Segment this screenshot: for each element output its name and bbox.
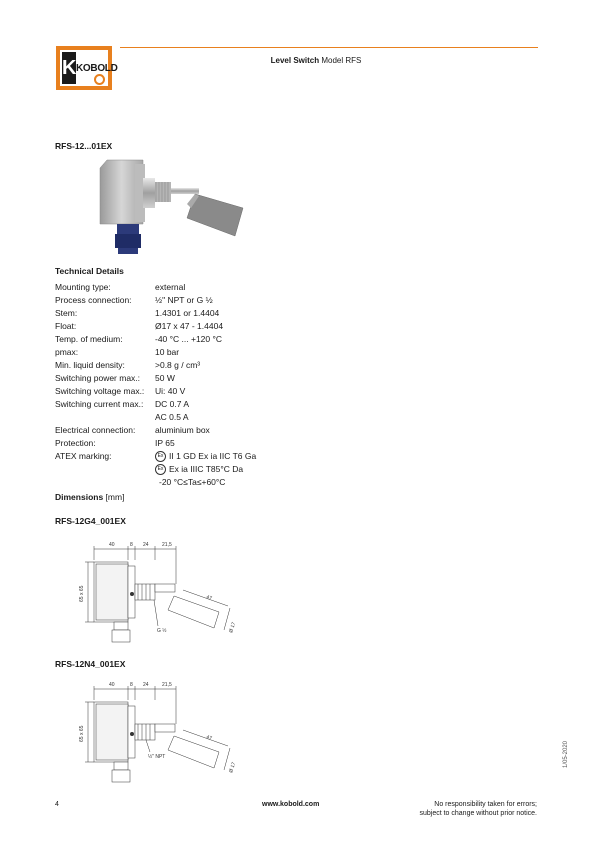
dim-21-5: 21,5 xyxy=(162,682,172,688)
dim-8: 8 xyxy=(130,542,133,548)
spec-row: Ex Ex ia IIIC T85°C Da xyxy=(55,463,256,476)
dim-40: 40 xyxy=(109,682,115,688)
spec-row: Float: Ø17 x 47 - 1.4404 xyxy=(55,321,224,331)
kobold-logo xyxy=(56,46,118,90)
spec-row: Switching current max.: DC 0.7 A xyxy=(55,399,190,409)
drawing2-title: RFS-12N4_001EX xyxy=(55,659,126,669)
document-version: 1/05-2020 xyxy=(563,740,569,768)
logo-ring-icon xyxy=(94,74,105,85)
logo-text: KOBOLD xyxy=(76,63,118,74)
ex-icon: Ex xyxy=(155,451,166,462)
title-rest: Model RFS xyxy=(319,56,362,65)
page-number: 4 xyxy=(55,801,59,808)
spec-row: Switching voltage max.: Ui: 40 V xyxy=(55,386,186,396)
spec-row: Temp. of medium: -40 °C ... +120 °C xyxy=(55,334,223,344)
spec-row: Electrical connection: aluminium box xyxy=(55,425,210,435)
product-image xyxy=(95,156,245,262)
spec-table xyxy=(55,281,256,489)
spec-row: pmax: 10 bar xyxy=(55,347,180,357)
dim-47: 47 xyxy=(205,734,213,742)
dim-17: Ø 17 xyxy=(228,621,238,634)
dim-17: Ø 17 xyxy=(228,761,238,774)
dim-21-5: 21,5 xyxy=(162,542,172,548)
model-heading: RFS-12...01EX xyxy=(55,141,113,151)
dimensions-heading: Dimensions [mm] xyxy=(55,492,125,502)
dimension-drawing-2 xyxy=(74,678,254,790)
spec-row: Switching power max.: 50 W xyxy=(55,373,175,383)
tech-heading: Technical Details xyxy=(55,266,124,276)
spec-row: AC 0.5 A xyxy=(155,412,189,422)
ex-icon: Ex xyxy=(155,464,166,475)
dim-47: 47 xyxy=(205,594,213,602)
spec-row: Min. liquid density: >0.8 g / cm³ xyxy=(55,360,201,370)
footer-url[interactable]: www.kobold.com xyxy=(262,801,320,808)
spec-row: Stem: 1.4301 or 1.4404 xyxy=(55,308,220,318)
thread-label: G ½ xyxy=(157,628,167,634)
spec-row: Process connection: ½" NPT or G ½ xyxy=(55,295,213,305)
dim-65: 65 x 65 xyxy=(79,725,85,742)
page-title xyxy=(0,56,592,65)
drawing1-title: RFS-12G4_001EX xyxy=(55,516,126,526)
dim-24: 24 xyxy=(143,682,149,688)
thread-label: ½" NPT xyxy=(148,754,166,760)
header-rule xyxy=(120,47,538,48)
dim-65: 65 x 65 xyxy=(79,585,85,602)
footer-disclaimer: No responsibility taken for errors; subject to change without prior notice. xyxy=(419,801,537,817)
title-bold: Level Switch xyxy=(270,56,320,65)
dim-24: 24 xyxy=(143,542,149,548)
spec-row: ATEX marking: Ex II 1 GD Ex ia IIC T6 Ga xyxy=(55,451,257,461)
spec-row: Protection: IP 65 xyxy=(55,438,175,448)
spec-row: -20 °C≤Ta≤+60°C xyxy=(159,477,226,487)
dim-40: 40 xyxy=(109,542,115,548)
logo-k-mark: K xyxy=(62,52,76,84)
dim-8: 8 xyxy=(130,682,133,688)
dimension-drawing-1 xyxy=(74,538,254,648)
spec-row: Mounting type: external xyxy=(55,282,186,292)
